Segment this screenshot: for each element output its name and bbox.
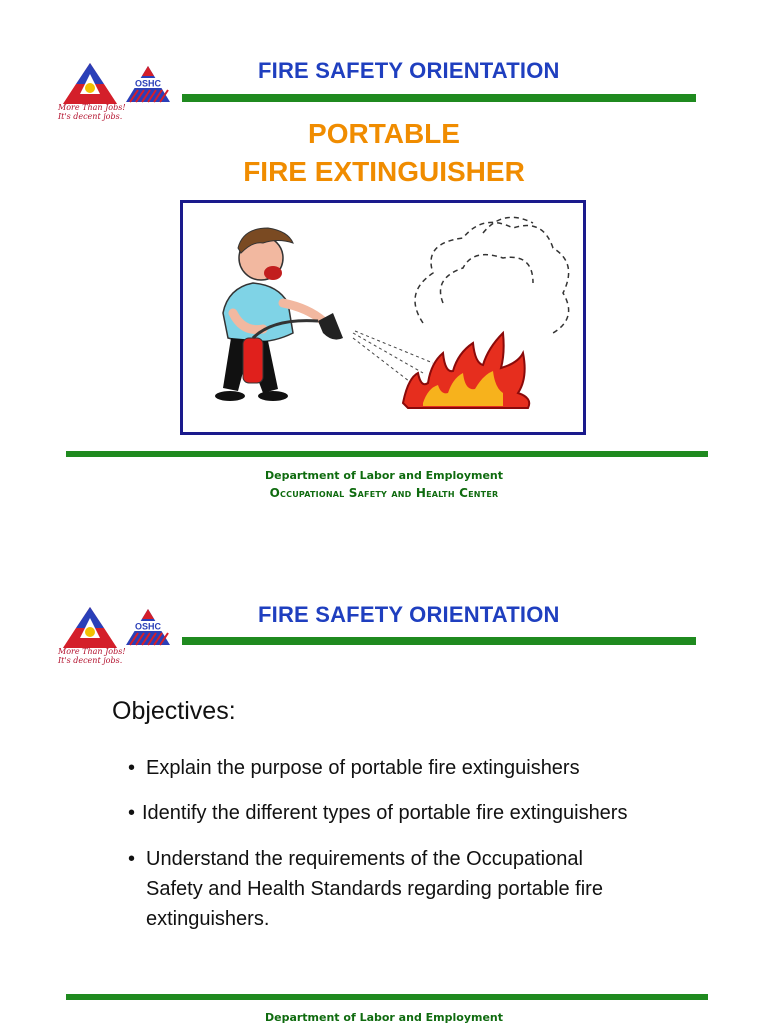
footer-divider: [66, 994, 708, 1000]
footer-department: Department of Labor and Employment: [264, 469, 504, 482]
dole-tagline: More Than Jobs! It's decent jobs.: [58, 103, 126, 121]
footer-department: Department of Labor and Employment: [264, 1011, 504, 1024]
header-divider: [182, 94, 696, 102]
header-title: FIRE SAFETY ORIENTATION: [258, 602, 560, 627]
extinguisher-illustration: [180, 200, 586, 435]
oshc-logo: [124, 64, 172, 106]
header-divider: [182, 637, 696, 645]
oshc-label: OSHC: [134, 621, 162, 632]
firefighter-image: [183, 203, 583, 432]
oshc-label: OSHC: [134, 78, 162, 89]
page-title-line2: FIRE EXTINGUISHER: [243, 156, 525, 187]
page-title-line1: PORTABLE: [308, 118, 460, 149]
objective-item: • Understand the requirements of the Occupational Safety and Health Standards regarding portable fire extinguishers.: [128, 848, 603, 930]
footer-divider: [66, 451, 708, 457]
dole-tagline: More Than Jobs! It's decent jobs.: [58, 647, 126, 665]
header-title: FIRE SAFETY ORIENTATION: [258, 58, 560, 83]
objective-item: • Explain the purpose of portable fire extinguishers: [128, 757, 580, 779]
objectives-heading: Objectives:: [112, 697, 236, 725]
oshc-logo: [124, 607, 172, 649]
objective-item: • Identify the different types of portable fire extinguishers: [128, 802, 628, 824]
footer-center-name: Occupational Safety and Health Center: [269, 486, 499, 500]
